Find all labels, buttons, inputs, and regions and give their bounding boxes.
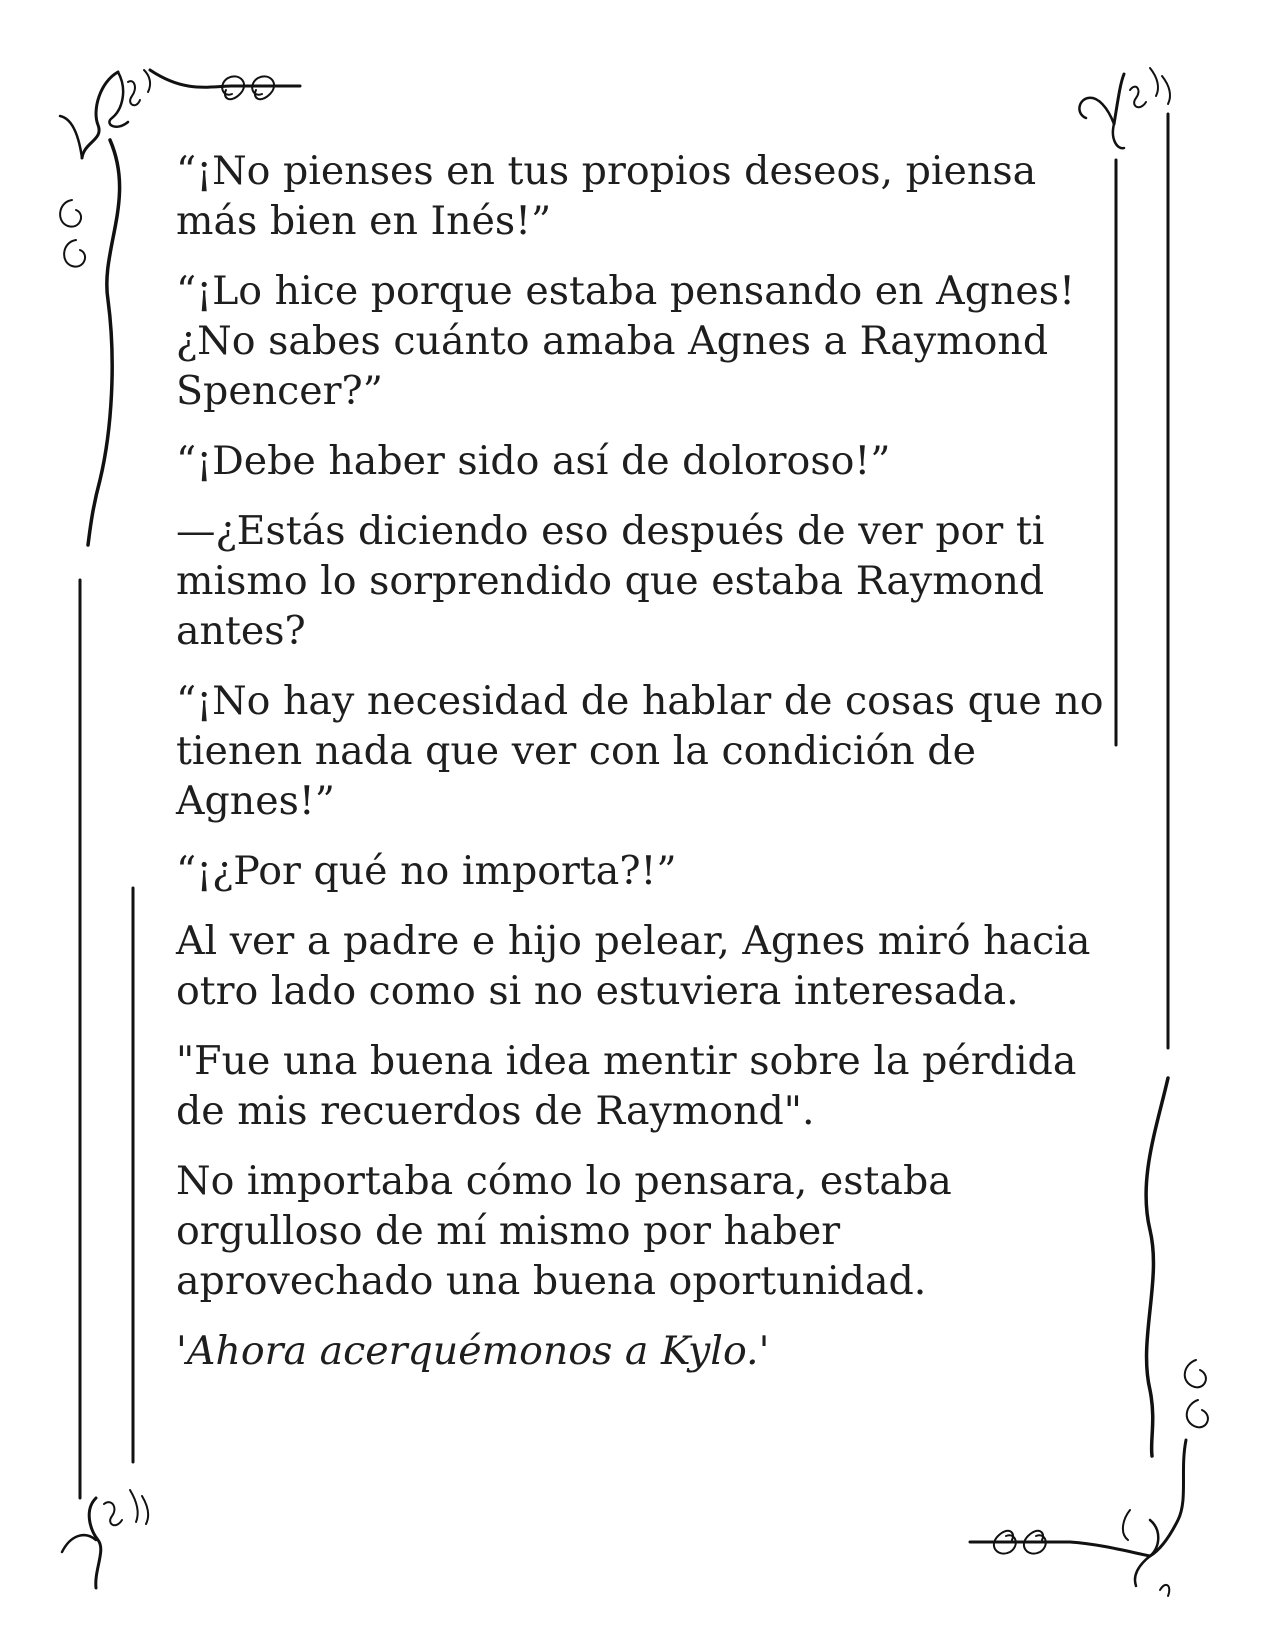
italic-thought-paragraph: 'Ahora acerquémonos a Kylo.' — [176, 1328, 770, 1374]
paragraph: —¿Estás diciendo eso después de ver por ti mismo lo sorprendido que estaba Raymond antes? — [176, 508, 1045, 654]
paragraph: “¡Debe haber sido así de doloroso!” — [176, 438, 891, 484]
paragraph: “¡Lo hice porque estaba pensando en Agnes! ¿No sabes cuánto amaba Agnes a Raymond Spencer?” — [176, 268, 1075, 414]
document-body — [176, 146, 1106, 1396]
bottom-left-flourish — [62, 1490, 148, 1588]
paragraph: “¡No pienses en tus propios deseos, piensa más bien en Inés!” — [176, 148, 1037, 244]
top-right-flourish — [1079, 68, 1170, 148]
paragraph: “¡¿Por qué no importa?!” — [176, 848, 677, 894]
paragraph: “¡No hay necesidad de hablar de cosas que no tienen nada que ver con la condición de Agnes!” — [176, 678, 1104, 824]
paragraph: "Fue una buena idea mentir sobre la pérdida de mis recuerdos de Raymond". — [176, 1038, 1077, 1134]
paragraph: No importaba cómo lo pensara, estaba orgulloso de mí mismo por haber aprovechado una buena oportunidad. — [176, 1158, 952, 1304]
left-swoosh — [88, 140, 120, 545]
right-swoosh — [1146, 1078, 1168, 1456]
paragraph: Al ver a padre e hijo pelear, Agnes miró hacia otro lado como si no estuviera interesada. — [176, 918, 1091, 1014]
